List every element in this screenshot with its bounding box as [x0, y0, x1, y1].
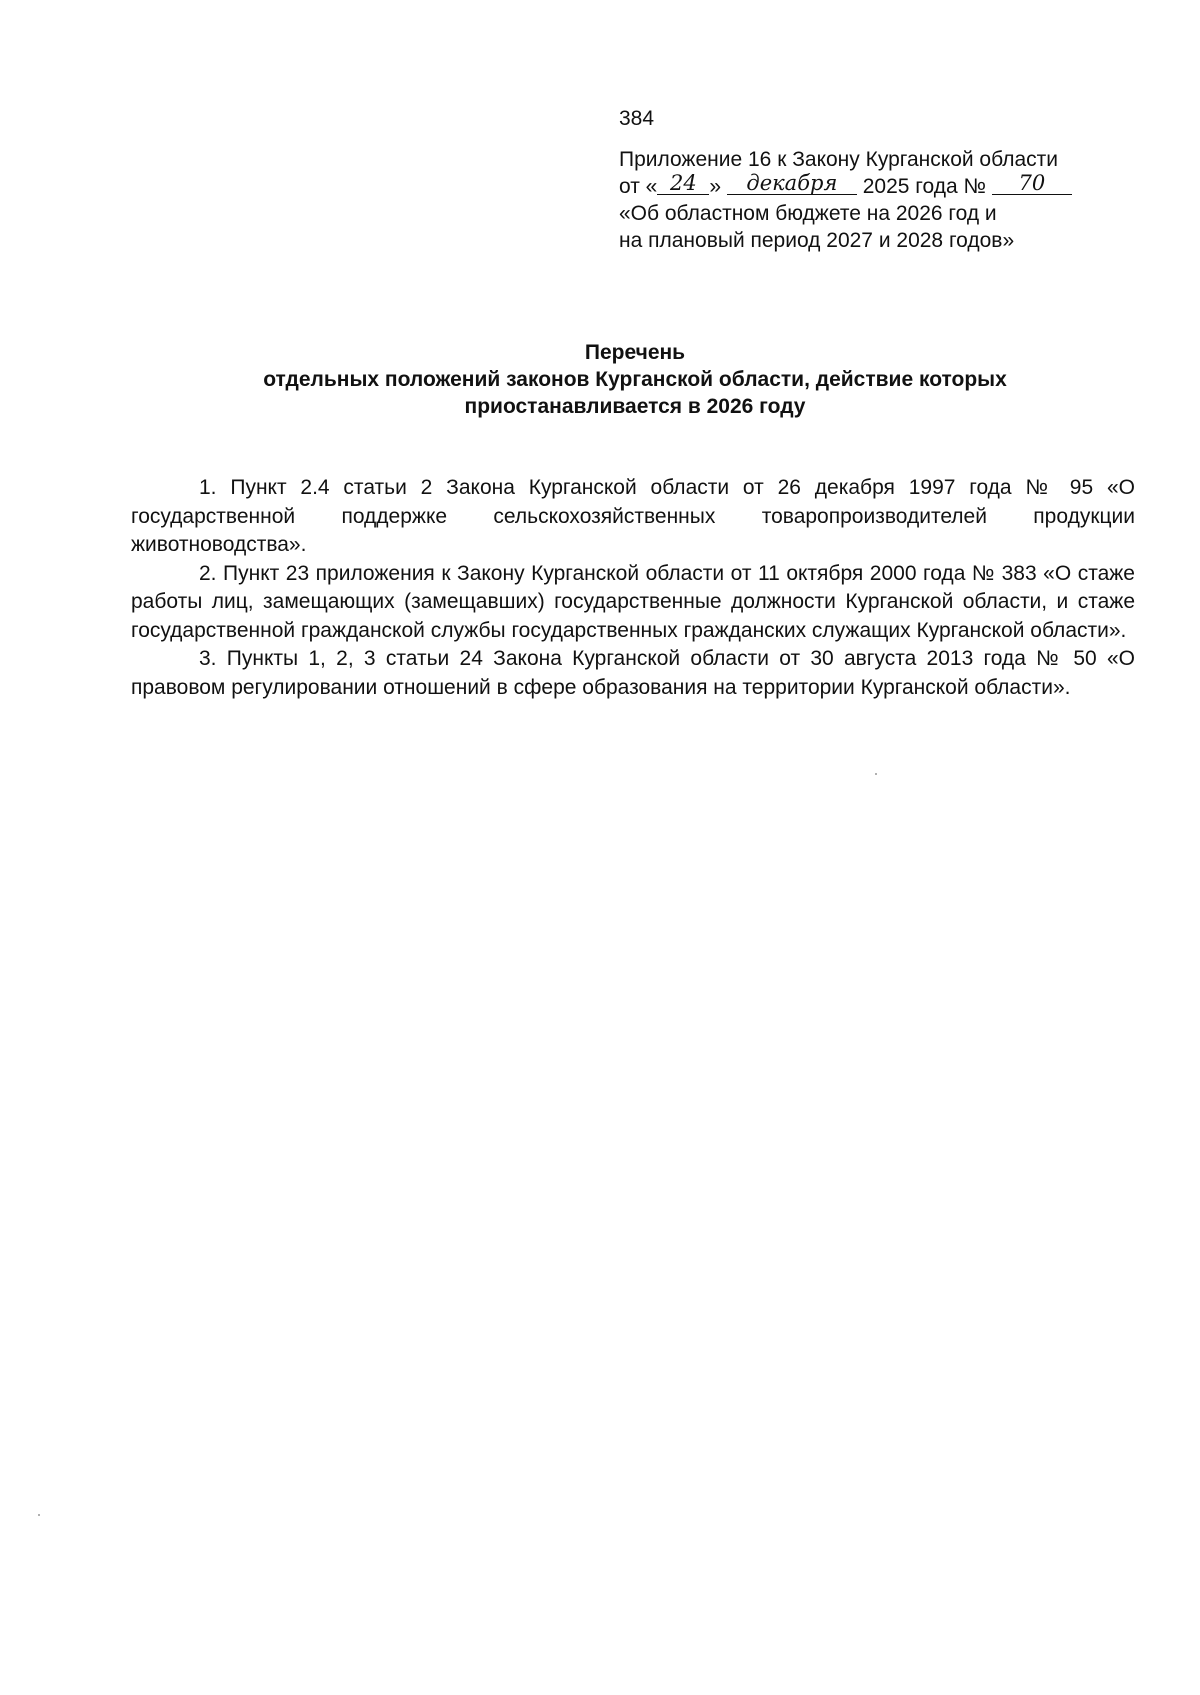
list-item: 2. Пункт 23 приложения к Закону Курганской области от 11 октября 2000 года № 383 «О стаже работы лиц, замещающих (замещавших) государственные должности Курганской области, и стаже государственной гражданской службы государственных гражданских служащих Курганской области». [131, 561, 1135, 642]
appendix-header [619, 146, 1139, 254]
title-line-3: приостанавливается в 2026 году [464, 395, 806, 418]
handwritten-day: 24 [657, 172, 709, 195]
document-title [130, 339, 1140, 420]
date-prefix: от « [619, 175, 658, 198]
handwritten-month: декабря [727, 172, 857, 195]
year-text: 2025 года № [862, 175, 986, 198]
title-line-2: отдельных положений законов Курганской области, действие которых [263, 368, 1007, 391]
appendix-line-3: «Об областном бюджете на 2026 год и [619, 202, 997, 225]
scan-speck [875, 773, 877, 775]
list-item: 1. Пункт 2.4 статьи 2 Закона Курганской области от 26 декабря 1997 года № 95 «О государственной поддержке сельскохозяйственных товаропроизводителей продукции животноводства». [131, 476, 1135, 556]
page-number: 384 [619, 107, 655, 130]
provisions-list [131, 474, 1135, 702]
list-item: 3. Пункты 1, 2, 3 статьи 24 Закона Курганской области от 30 августа 2013 года № 50 «О правовом регулировании отношений в сфере образования на территории Курганской области». [131, 647, 1135, 699]
scan-speck [38, 1514, 40, 1516]
appendix-line-1: Приложение 16 к Закону Курганской области [619, 148, 1058, 171]
title-line-1: Перечень [584, 341, 686, 364]
handwritten-law-number: 70 [992, 172, 1072, 195]
appendix-line-4: на плановый период 2027 и 2028 годов» [619, 229, 1015, 252]
date-mid: » [709, 175, 722, 198]
appendix-line-2 [619, 173, 1139, 200]
